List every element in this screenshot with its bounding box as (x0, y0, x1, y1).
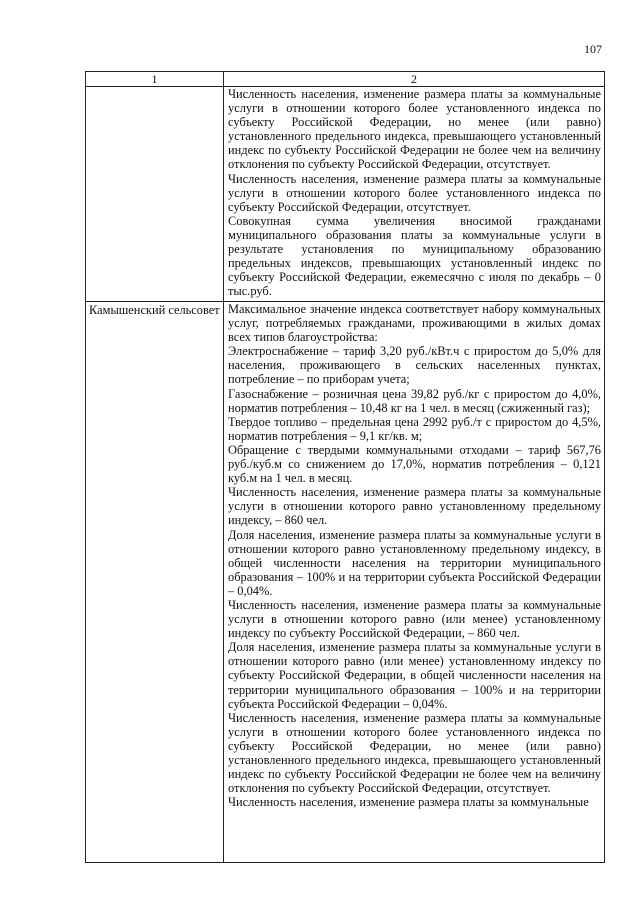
municipality-cell: Камышенский сельсовет (86, 302, 224, 863)
column-header-1: 1 (86, 72, 224, 87)
paragraph: Электроснабжение – тариф 3,20 руб./кВт.ч с приростом до 5,0% для населения, проживающего в сельских населенных пунктах, потребление – по приборам учета; (228, 344, 601, 387)
paragraph: Доля населения, изменение размера платы за коммунальные услуги в отношении которого равно (или менее) установленному индексу по субъекту Российской Федерации, в общей численности населения на территории муниципального образования – 100% и на территории субъекта Российской Федерации – 0,04%. (228, 640, 601, 711)
paragraph: Численность населения, изменение размера платы за коммунальные услуги в отношении которого равно (или менее) установленному индексу по субъекту Российской Федерации, – 860 чел. (228, 597, 601, 641)
paragraph: Численность населения, изменение размера платы за коммунальные услуги в отношении которого более установленного индекса по субъекту Российской Федерации, но менее (или равно) установленного предельного индекса, превышающего установленный индекс по субъекту Российской Федерации не более чем на величину отклонения по субъекту Российской Федерации, отсутствует. (228, 87, 601, 172)
municipality-cell (86, 87, 224, 302)
document-table (85, 71, 605, 863)
column-header-2: 2 (224, 72, 605, 87)
paragraph: Твердое топливо – предельная цена 2992 руб./т с приростом до 4,5%, норматив потребления – 9,1 кг/кв. м; (228, 414, 601, 443)
table-row (86, 87, 605, 302)
paragraph: Обращение с твердыми коммунальными отходами – тариф 567,76 руб./куб.м со снижением до 17,0%, норматив потребления – 0,121 куб.м на 1 чел. в месяц. (228, 442, 601, 486)
paragraph: Численность населения, изменение размера платы за коммунальные услуги в отношении которого более установленного индекса по субъекту Российской Федерации, отсутствует. (228, 171, 601, 214)
paragraph: Численность населения, изменение размера платы за коммунальные (228, 795, 589, 810)
paragraph: Совокупная сумма увеличения вносимой гражданами муниципального образования платы за коммунальные услуги в результате установления по муниципальному образованию предельных индексов, превышающих установленный индекс по субъекту Российской Федерации, ежемесячно с июля по декабрь – 0 тыс.руб. (228, 213, 601, 299)
paragraph: Численность населения, изменение размера платы за коммунальные услуги в отношении которого более установленного индекса по субъекту Российской Федерации, но менее (или равно) установленного предельного индекса, превышающего установленный индекс по субъекту Российской Федерации не более чем на величину отклонения по субъекту Российской Федерации, отсутствует. (228, 710, 601, 796)
table-header-row (86, 72, 605, 87)
page-number: 107 (584, 42, 602, 56)
table-row (86, 302, 605, 863)
description-cell (224, 302, 605, 863)
paragraph: Доля населения, изменение размера платы за коммунальные услуги в отношении которого равно установленному предельному индексу, в общей численности населения на территории муниципального образования – 100% и на территории субъекта Российской Федерации – 0,04%. (228, 527, 601, 598)
paragraph: Численность населения, изменение размера платы за коммунальные услуги в отношении которого равно установленному предельному индексу, – 860 чел. (228, 485, 601, 528)
paragraph: Газоснабжение – розничная цена 39,82 руб./кг с приростом до 4,0%, норматив потребления – 10,48 кг на 1 чел. в месяц (сжиженный газ); (228, 386, 601, 415)
description-cell (224, 87, 605, 302)
paragraph: Максимальное значение индекса соответствует набору коммунальных услуг, потребляемых гражданами, проживающими в жилых домах всех типов благоустройства: (228, 302, 601, 345)
